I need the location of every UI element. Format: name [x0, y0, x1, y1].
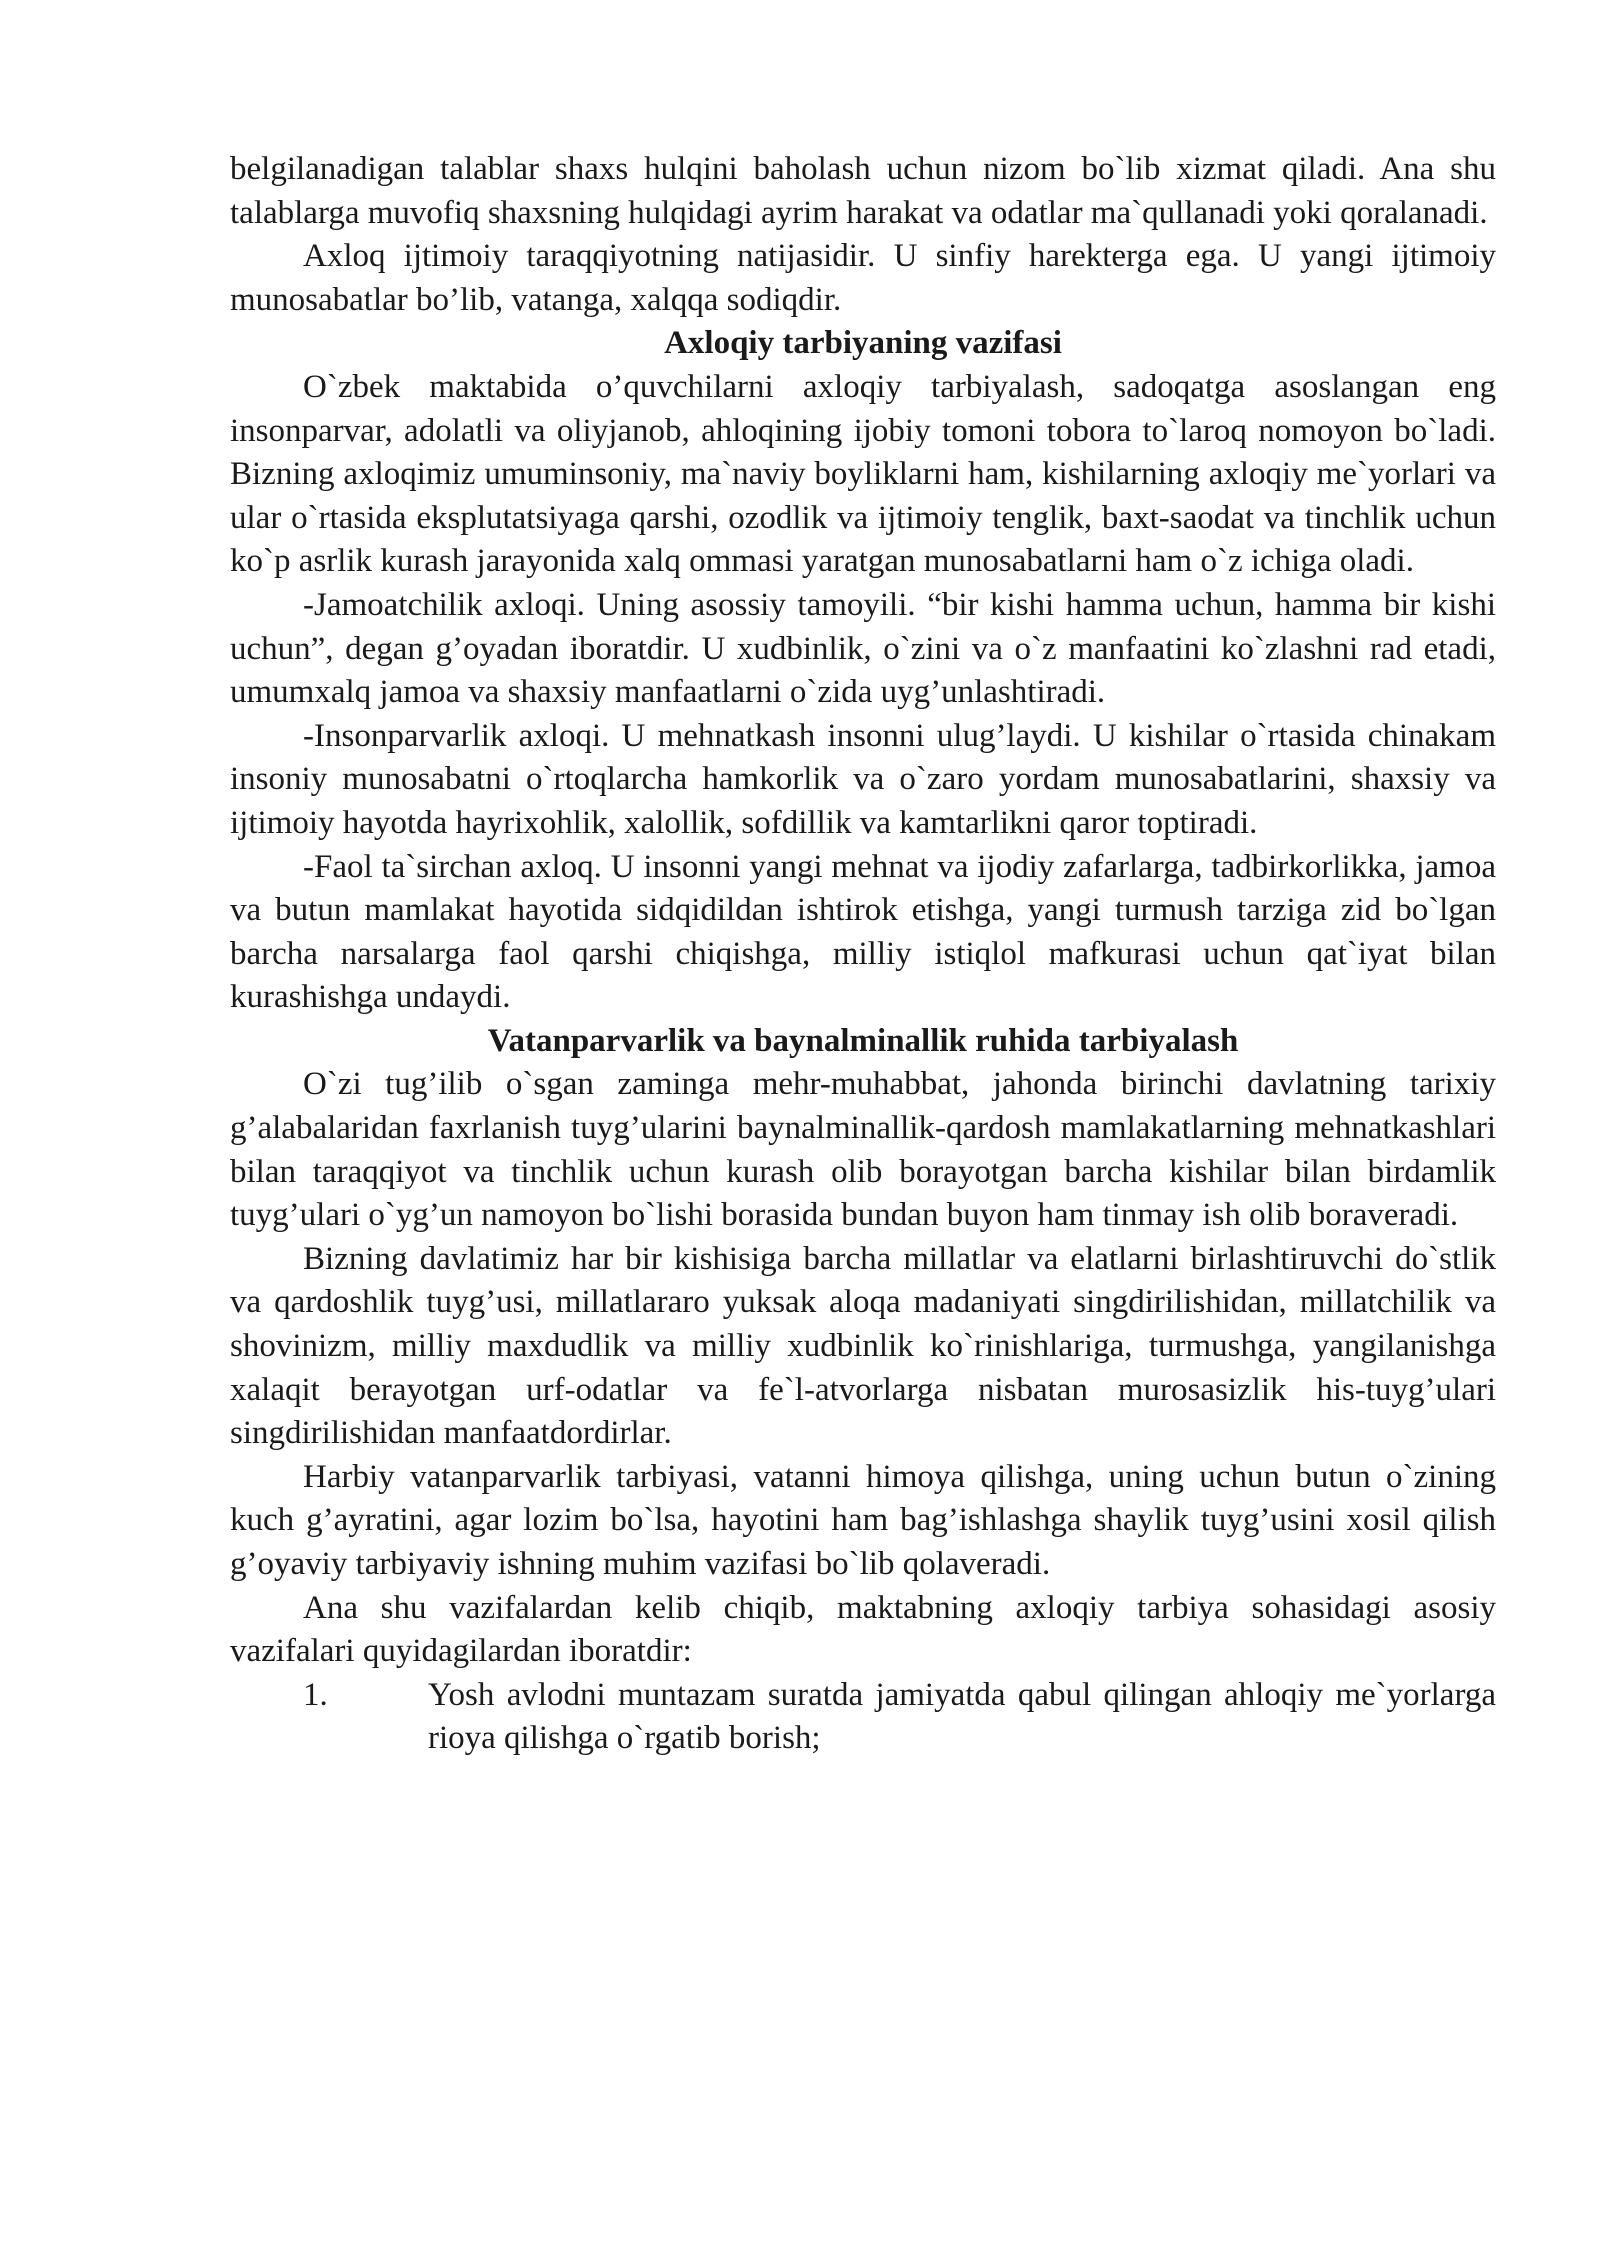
paragraph: -Jamoatchilik axloqi. Uning asossiy tamoyili. “bir kishi hamma uchun, hamma bir kishi uchun”, degan g’oyadan iboratdir. U xudbinlik, o`zini va o`z manfaatini ko`zlashni rad etadi, umumxalq jamoa va shaxsiy manfaatlarni o`zida uyg’unlashtiradi. — [230, 586, 1496, 711]
paragraph: Harbiy vatanparvarlik tarbiyasi, vatanni himoya qilishga, uning uchun butun o`zining kuch g’ayratini, agar lozim bo`lsa, hayotini ham bag’ishlashga shaylik tuyg’usini xosil qilish g’oyaviy tarbiyaviy ishning muhim vazifasi bo`lib qolaveradi. — [230, 1458, 1496, 1582]
document-page — [230, 148, 1496, 1761]
section-heading-axloqiy-tarbiya: Axloqiy tarbiyaning vazifasi — [664, 325, 1062, 362]
paragraph: Bizning davlatimiz har bir kishisiga barcha millatlar va elatlarni birlashtiruvchi do`stlik va qardoshlik tuyg’usi, millatlararo yuksak aloqa madaniyati singdirilishidan, millatchilik va shovinizm, milliy maxdudlik va milliy xudbinlik ko`rinishlariga, turmushga, yangilanishga xalaqit berayotgan urf-odatlar va fe`l-atvorlarga nisbatan murosasizlik his-tuyg’ulari singdirilishidan manfaatdordirlar. — [230, 1240, 1496, 1452]
list-item-number: 1. — [303, 1676, 328, 1713]
paragraph: belgilanadigan talablar shaxs hulqini baholash uchun nizom bo`lib xizmat qiladi. Ana shu talablarga muvofiq shaxsning hulqidagi ayrim harakat va odatlar ma`qullanadi yoki qoralanadi. — [230, 151, 1496, 231]
paragraph: Axloq ijtimoiy taraqqiyotning natijasidir. U sinfiy harekterga ega. U yangi ijtimoiy munosabatlar bo’lib, vatanga, xalqqa sodiqdir. — [230, 238, 1496, 318]
list-item-text: Yosh avlodni muntazam suratda jamiyatda qabul qilingan ahloqiy me`yorlarga rioya qilishga o`rgatib borish; — [428, 1676, 1496, 1757]
list-item — [230, 1674, 1496, 1761]
paragraph: O`zi tug’ilib o`sgan zaminga mehr-muhabbat, jahonda birinchi davlatning tarixiy g’alabalaridan faxrlanish tuyg’ularini baynalminallik-qardosh mamlakatlarning mehnatkashlari bilan taraqqiyot va tinchlik uchun kurash olib borayotgan barcha kishilar bilan birdamlik tuyg’ulari o`yg’un namoyon bo`lishi borasida bundan buyon ham tinmay ish olib boraveradi. — [230, 1066, 1496, 1234]
paragraph: -Insonparvarlik axloqi. U mehnatkash insonni ulug’laydi. U kishilar o`rtasida chinakam insoniy munosabatni o`rtoqlarcha hamkorlik va o`zaro yordam munosabatlarini, shaxsiy va ijtimoiy hayotda hayrixohlik, xalollik, sofdillik va kamtarlikni qaror toptiradi. — [230, 717, 1496, 841]
paragraph: Ana shu vazifalardan kelib chiqib, maktabning axloqiy tarbiya sohasidagi asosiy vazifalari quyidagilardan iboratdir: — [230, 1589, 1496, 1670]
paragraph: O`zbek maktabida o’quvchilarni axloqiy tarbiyalash, sadoqatga asoslangan eng insonparvar, adolatli va oliyjanob, ahloqining ijobiy tomoni tobora to`laroq nomoyon bo`ladi. Bizning axloqimiz umuminsoniy, ma`naviy boyliklarni ham, kishilarning axloqiy me`yorlari va ular o`rtasida eksplutatsiyaga qarshi, ozodlik va ijtimoiy tenglik, baxt-saodat va tinchlik uchun ko`p asrlik kurash jarayonida xalq ommasi yaratgan munosabatlarni ham o`z ichiga oladi. — [230, 368, 1496, 580]
section-heading-vatanparvarlik: Vatanparvarlik va baynalminallik ruhida tarbiyalash — [487, 1022, 1239, 1059]
paragraph: -Faol ta`sirchan axloq. U insonni yangi mehnat va ijodiy zafarlarga, tadbirkorlikka, jamoa va butun mamlakat hayotida sidqidildan ishtirok etishga, yangi turmush tarziga zid bo`lgan barcha narsalarga faol qarshi chiqishga, milliy istiqlol mafkurasi uchun qat`iyat bilan kurashishga undaydi. — [230, 848, 1496, 1016]
